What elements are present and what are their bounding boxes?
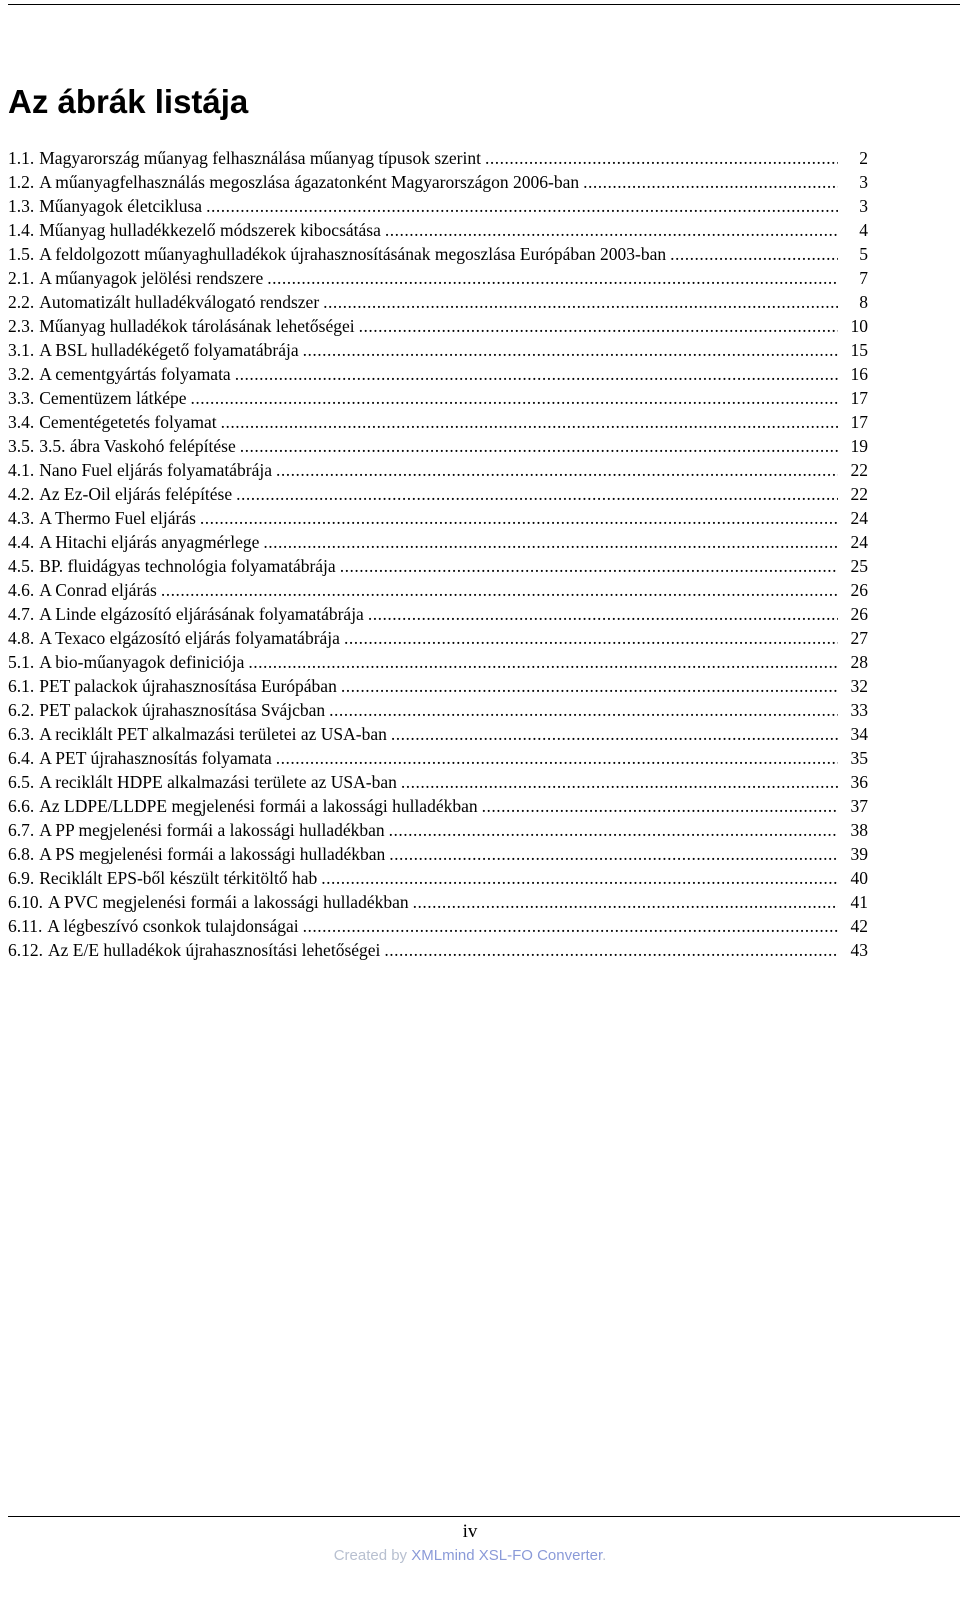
toc-entry-number: 1.5. [8,244,35,264]
toc-entry-label[interactable]: A reciklált HDPE alkalmazási területe az USA-ban [39,772,397,792]
top-rule [8,4,960,5]
dot-leader [323,290,838,314]
toc-entry-page-number[interactable]: 40 [850,868,868,888]
dot-leader [359,314,838,338]
footer-credit-prefix: Created by [333,1547,412,1564]
toc-entry[interactable] [8,698,868,722]
footer-credit [0,1547,940,1564]
toc-entry-number: 4.2. [8,484,35,504]
dot-leader [321,866,838,890]
toc-entry-label[interactable]: A légbeszívó csonkok tulajdonságai [47,916,299,936]
dot-leader [248,650,838,674]
toc-entry-number: 6.3. [8,724,35,744]
toc-entry-page-number[interactable]: 16 [850,364,868,384]
toc-entry[interactable] [8,890,868,914]
toc-entry-page-number[interactable]: 24 [850,532,868,552]
toc-entry[interactable] [8,602,868,626]
toc-entry-page-number[interactable]: 19 [850,436,868,456]
dot-leader [389,842,838,866]
toc-entry-label[interactable]: PET palackok újrahasznosítása Európában [39,676,337,696]
toc-entry[interactable] [8,194,868,218]
toc-entry-number: 4.4. [8,532,35,552]
toc-entry[interactable] [8,314,868,338]
toc-entry-page-number[interactable]: 15 [850,340,868,360]
toc-entry[interactable] [8,458,868,482]
toc-entry[interactable] [8,626,868,650]
toc-entry-page-number[interactable]: 3 [859,196,868,216]
toc-entry-label[interactable]: A bio-műanyagok definiciója [39,652,245,672]
toc-entry-number: 3.4. [8,412,35,432]
toc-entry[interactable] [8,434,868,458]
list-of-figures [8,146,868,962]
dot-leader [413,890,838,914]
toc-entry[interactable] [8,290,868,314]
dot-leader [670,242,838,266]
toc-entry[interactable] [8,362,868,386]
toc-entry-page-number[interactable]: 4 [859,220,868,240]
toc-entry-page-number[interactable]: 42 [850,916,868,936]
toc-entry-number: 6.12. [8,940,43,960]
toc-entry-number: 6.10. [8,892,43,912]
toc-entry-label[interactable]: Cementüzem látképe [39,388,187,408]
toc-entry-number: 2.2. [8,292,35,312]
toc-entry-page-number[interactable]: 36 [850,772,868,792]
toc-entry-page-number[interactable]: 39 [850,844,868,864]
toc-entry-label[interactable]: Reciklált EPS-ből készült térkitöltő hab [39,868,318,888]
toc-entry-label[interactable]: Műanyagok életciklusa [39,196,203,216]
dot-leader [267,266,838,290]
toc-entry[interactable] [8,146,868,170]
toc-entry-number: 6.11. [8,916,43,936]
toc-entry-label[interactable]: A Thermo Fuel eljárás [39,508,196,528]
toc-entry-number: 1.2. [8,172,35,192]
dot-leader [344,626,838,650]
toc-entry-number: 6.5. [8,772,35,792]
dot-leader [385,218,838,242]
toc-entry[interactable] [8,410,868,434]
toc-entry-label[interactable]: A Conrad eljárás [39,580,157,600]
toc-entry-label[interactable]: A PET újrahasznosítás folyamata [39,748,272,768]
toc-entry-label[interactable]: A PVC megjelenési formái a lakossági hulladékban [48,892,409,912]
toc-entry[interactable] [8,338,868,362]
dot-leader [236,482,838,506]
dot-leader [401,770,838,794]
toc-entry-page-number[interactable]: 41 [850,892,868,912]
toc-entry[interactable] [8,938,868,962]
toc-entry-label[interactable]: Az Ez-Oil eljárás felépítése [39,484,233,504]
dot-leader [240,434,838,458]
dot-leader [190,386,838,410]
toc-entry-number: 1.4. [8,220,35,240]
toc-entry-label[interactable]: A Linde elgázosító eljárásának folyamatábrája [39,604,364,624]
dot-leader [482,794,838,818]
toc-entry[interactable] [8,170,868,194]
toc-entry-number: 5.1. [8,652,35,672]
toc-entry-page-number[interactable]: 26 [850,580,868,600]
toc-entry-page-number[interactable]: 43 [850,940,868,960]
toc-entry[interactable] [8,266,868,290]
toc-entry-label[interactable]: Cementégetetés folyamat [39,412,217,432]
toc-entry[interactable] [8,914,868,938]
toc-entry-label[interactable]: A PS megjelenési formái a lakossági hulladékban [39,844,386,864]
toc-entry-page-number[interactable]: 3 [859,172,868,192]
toc-entry-number: 4.3. [8,508,35,528]
toc-entry-number: 6.2. [8,700,35,720]
toc-entry-page-number[interactable]: 28 [850,652,868,672]
toc-entry-label[interactable]: Az E/E hulladékok újrahasznosítási lehetőségei [48,940,381,960]
toc-entry-page-number[interactable]: 26 [850,604,868,624]
toc-entry[interactable] [8,650,868,674]
dot-leader [263,530,838,554]
toc-entry-page-number[interactable]: 27 [850,628,868,648]
dot-leader [389,818,838,842]
toc-entry-page-number[interactable]: 24 [850,508,868,528]
toc-entry-page-number[interactable]: 10 [850,316,868,336]
dot-leader [368,602,838,626]
toc-entry-label[interactable]: A PP megjelenési formái a lakossági hulladékban [39,820,385,840]
toc-entry-label[interactable]: A Texaco elgázosító eljárás folyamatábrája [39,628,340,648]
toc-entry-page-number[interactable]: 32 [850,676,868,696]
toc-entry-number: 3.2. [8,364,35,384]
toc-entry-label[interactable]: Az LDPE/LLDPE megjelenési formái a lakossági hulladékban [39,796,478,816]
toc-entry-number: 6.6. [8,796,35,816]
dot-leader [200,506,838,530]
toc-entry-page-number[interactable]: 7 [859,268,868,288]
toc-entry-label[interactable]: BP. fluidágyas technológia folyamatábrája [39,556,336,576]
dot-leader [161,578,838,602]
toc-entry-number: 4.5. [8,556,35,576]
toc-entry-label[interactable]: A feldolgozott műanyaghulladékok újrahasznosításának megoszlása Európában 2003-ban [39,244,667,264]
toc-entry-page-number[interactable]: 37 [850,796,868,816]
toc-entry-label[interactable]: A BSL hulladékégető folyamatábrája [39,340,299,360]
toc-entry-number: 4.6. [8,580,35,600]
toc-entry[interactable] [8,722,868,746]
toc-entry[interactable] [8,482,868,506]
dot-leader [391,722,838,746]
toc-entry-page-number[interactable]: 5 [859,244,868,264]
toc-entry[interactable] [8,818,868,842]
toc-entry-number: 1.3. [8,196,35,216]
toc-entry-label[interactable]: PET palackok újrahasznosítása Svájcban [39,700,326,720]
dot-leader [303,338,838,362]
dot-leader [329,698,838,722]
toc-entry[interactable] [8,842,868,866]
toc-entry-label[interactable]: 3.5. ábra Vaskohó felépítése [39,436,236,456]
toc-entry[interactable] [8,506,868,530]
dot-leader [303,914,838,938]
toc-entry-number: 6.8. [8,844,35,864]
dot-leader [341,674,838,698]
toc-entry-number: 3.5. [8,436,35,456]
toc-entry-page-number[interactable]: 2 [859,148,868,168]
toc-entry-number: 4.1. [8,460,35,480]
toc-entry-number: 4.7. [8,604,35,624]
toc-entry[interactable] [8,530,868,554]
toc-entry[interactable] [8,554,868,578]
page-number: iv [462,1521,478,1542]
toc-entry[interactable] [8,674,868,698]
toc-entry-number: 6.1. [8,676,35,696]
dot-leader [340,554,838,578]
toc-entry-page-number[interactable]: 17 [850,388,868,408]
toc-entry[interactable] [8,746,868,770]
toc-entry[interactable] [8,770,868,794]
toc-entry-label[interactable]: Nano Fuel eljárás folyamatábrája [39,460,272,480]
toc-entry-number: 6.7. [8,820,35,840]
toc-entry-number: 3.3. [8,388,35,408]
toc-entry[interactable] [8,386,868,410]
toc-entry-label[interactable]: A reciklált PET alkalmazási területei az USA-ban [39,724,387,744]
toc-entry-number: 6.9. [8,868,35,888]
toc-entry-page-number[interactable]: 33 [850,700,868,720]
toc-entry-number: 3.1. [8,340,35,360]
toc-entry-number: 2.3. [8,316,35,336]
toc-entry-label[interactable]: A műanyagok jelölési rendszere [39,268,264,288]
dot-leader [485,146,838,170]
toc-entry[interactable] [8,218,868,242]
toc-entry[interactable] [8,578,868,602]
dot-leader [276,458,838,482]
dot-leader [583,170,838,194]
toc-entry-number: 6.4. [8,748,35,768]
toc-entry-label[interactable]: Magyarország műanyag felhasználása műanyag típusok szerint [39,148,481,168]
toc-entry-label[interactable]: A Hitachi eljárás anyagmérlege [39,532,260,552]
dot-leader [276,746,838,770]
dot-leader [235,362,838,386]
toc-entry-page-number[interactable]: 25 [850,556,868,576]
toc-entry-label[interactable]: A cementgyártás folyamata [39,364,231,384]
toc-entry-page-number[interactable]: 8 [859,292,868,312]
dot-leader [384,938,838,962]
toc-entry-page-number[interactable]: 34 [850,724,868,744]
toc-entry[interactable] [8,242,868,266]
toc-entry-page-number[interactable]: 35 [850,748,868,768]
toc-entry[interactable] [8,866,868,890]
toc-entry-page-number[interactable]: 17 [850,412,868,432]
toc-entry-number: 2.1. [8,268,35,288]
toc-entry-number: 4.8. [8,628,35,648]
toc-entry[interactable] [8,794,868,818]
page-title: Az ábrák listája [8,83,249,120]
toc-entry-page-number[interactable]: 22 [850,484,868,504]
footer-credit-link[interactable]: XMLmind XSL-FO Converter [411,1547,603,1564]
toc-entry-label[interactable]: A műanyagfelhasználás megoszlása ágazatonként Magyarországon 2006-ban [39,172,580,192]
footer-rule [8,1516,960,1517]
toc-entry-label[interactable]: Műanyag hulladékkezelő módszerek kibocsátása [39,220,381,240]
footer-credit-suffix: . [602,1547,607,1564]
dot-leader [221,410,838,434]
toc-entry-label[interactable]: Automatizált hulladékválogató rendszer [39,292,320,312]
toc-entry-number: 1.1. [8,148,35,168]
toc-entry-page-number[interactable]: 22 [850,460,868,480]
toc-entry-page-number[interactable]: 38 [850,820,868,840]
dot-leader [206,194,838,218]
toc-entry-label[interactable]: Műanyag hulladékok tárolásának lehetőségei [39,316,355,336]
